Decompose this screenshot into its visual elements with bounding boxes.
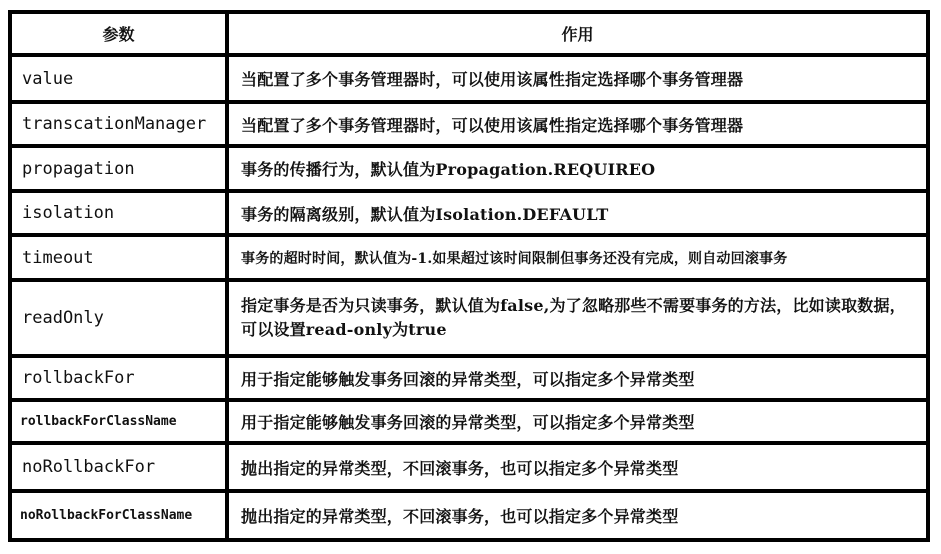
table-row xyxy=(8,278,930,358)
param-usage: 抛出指定的异常类型，不回滚事务，也可以指定多个异常类型 xyxy=(241,458,679,478)
header-param-cell xyxy=(12,14,225,53)
param-name: transcationManager xyxy=(22,114,207,134)
usage-cell xyxy=(229,237,926,278)
param-usage: 抛出指定的异常类型，不回滚事务，也可以指定多个异常类型 xyxy=(241,507,679,526)
param-cell xyxy=(12,282,225,354)
usage-cell xyxy=(229,148,926,189)
param-cell xyxy=(12,104,225,144)
param-usage: 当配置了多个事务管理器时，可以使用该属性指定选择哪个事务管理器 xyxy=(241,115,744,135)
param-name: isolation xyxy=(22,203,115,223)
param-cell xyxy=(12,148,225,189)
param-cell xyxy=(12,445,225,489)
param-usage: 指定事务是否为只读事务，默认值为false,为了忽略那些不需要事务的方法，比如读取数据，可以设置read-only为true xyxy=(241,296,906,339)
param-cell xyxy=(12,237,225,278)
table-row xyxy=(8,233,930,282)
table-row xyxy=(8,53,930,104)
param-usage: 事务的隔离级别，默认值为Isolation.DEFAULT xyxy=(241,204,609,224)
table-row xyxy=(8,100,930,148)
header-usage-label: 作用 xyxy=(561,25,594,44)
param-cell xyxy=(12,358,225,398)
table-row xyxy=(8,144,930,193)
param-cell xyxy=(12,493,225,538)
param-name: noRollbackForClassName xyxy=(20,508,193,523)
param-cell xyxy=(12,193,225,233)
param-usage: 事务的传播行为，默认值为Propagation.REQUIREO xyxy=(241,160,656,179)
param-name: value xyxy=(22,68,74,89)
param-name: noRollbackFor xyxy=(22,457,156,477)
usage-cell xyxy=(229,493,926,538)
usage-cell xyxy=(229,282,926,354)
param-usage: 事务的超时时间，默认值为-1.如果超过该时间限制但事务还没有完成，则自动回滚事务 xyxy=(241,250,788,267)
param-name: readOnly xyxy=(22,308,104,328)
usage-cell xyxy=(229,402,926,441)
usage-cell xyxy=(229,104,926,144)
table-row xyxy=(8,441,930,493)
param-usage: 用于指定能够触发事务回滚的异常类型，可以指定多个异常类型 xyxy=(241,413,695,432)
param-cell xyxy=(12,402,225,441)
param-name: rollbackFor xyxy=(22,368,135,388)
table-row xyxy=(8,354,930,402)
param-name: rollbackForClassName xyxy=(20,414,177,429)
usage-cell xyxy=(229,358,926,398)
usage-cell xyxy=(229,193,926,233)
header-usage-cell xyxy=(229,14,926,53)
table-row xyxy=(8,189,930,237)
param-name: timeout xyxy=(22,247,94,268)
param-usage: 用于指定能够触发事务回滚的异常类型，可以指定多个异常类型 xyxy=(241,369,695,389)
table-row xyxy=(8,489,930,542)
header-param-label: 参数 xyxy=(102,25,135,44)
param-name: propagation xyxy=(22,158,135,179)
param-cell xyxy=(12,57,225,100)
table-header-row xyxy=(8,10,930,57)
usage-cell xyxy=(229,57,926,100)
parameter-table xyxy=(8,10,930,542)
table-row xyxy=(8,398,930,445)
param-usage: 当配置了多个事务管理器时，可以使用该属性指定选择哪个事务管理器 xyxy=(241,70,744,89)
usage-cell xyxy=(229,445,926,489)
